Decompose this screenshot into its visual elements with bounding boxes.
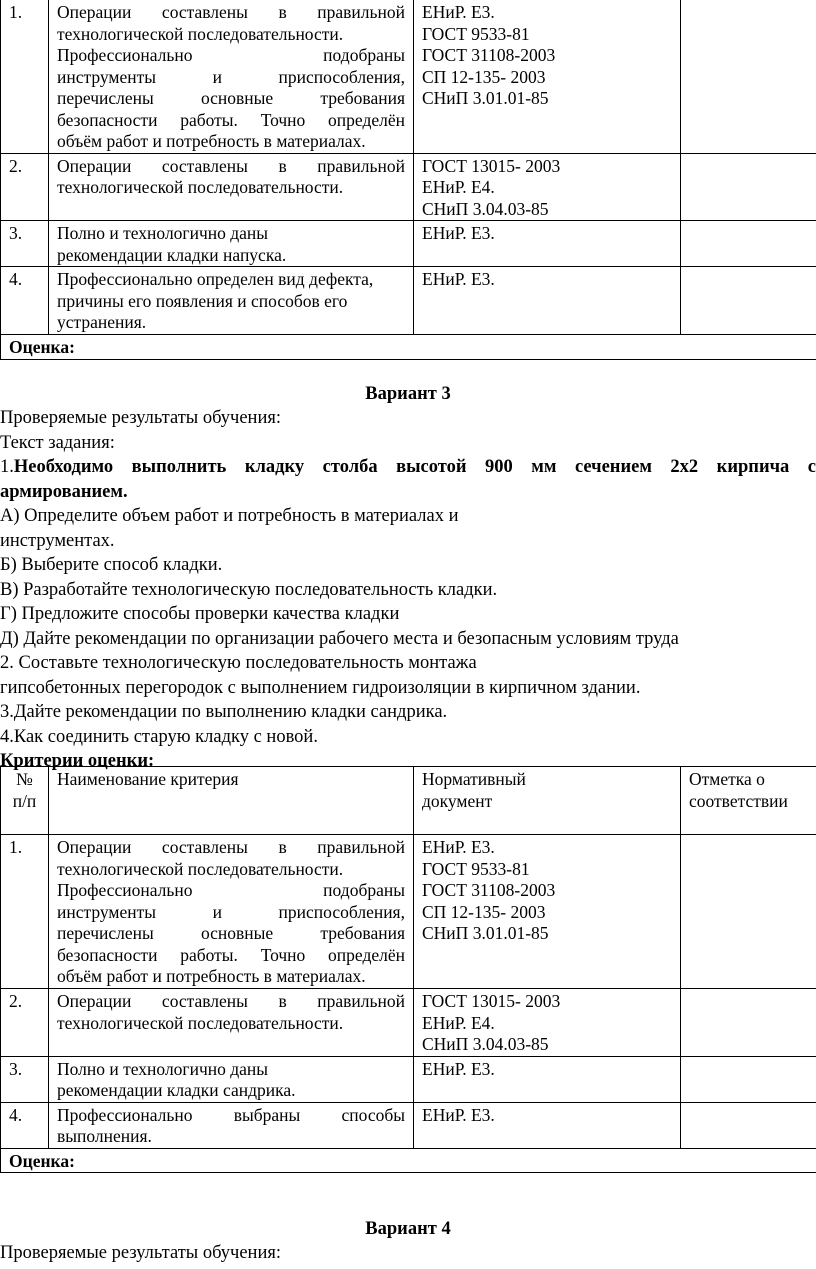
compliance-mark: [681, 835, 816, 989]
header-document: Нормативный документ: [414, 767, 681, 835]
compliance-mark: [681, 0, 816, 153]
task-3: 3.Дайте рекомендации по выполнению кладки сандрика.: [0, 702, 448, 722]
compliance-mark: [681, 153, 816, 221]
table-row: [1, 0, 816, 153]
subtask-g: Г) Предложите способы проверки качества кладки: [0, 604, 400, 624]
header-criterion: Наименование критерия: [49, 767, 414, 835]
table-header-row: [1, 767, 816, 835]
row-number: 4.: [1, 1102, 49, 1148]
task-4: 4.Как соединить старую кладку с новой.: [0, 726, 318, 747]
criterion-text: Полно и технологично даны рекомендации кладки сандрика.: [49, 1056, 414, 1102]
row-number: 1.: [1, 835, 49, 989]
subtask-d: Д) Дайте рекомендации по организации рабочего места и безопасным условиям труда: [0, 628, 679, 649]
normative-document: ЕНиР. Е3.: [414, 1102, 681, 1148]
normative-document: ЕНиР. Е3.: [414, 1056, 681, 1102]
score-row: [1, 1148, 816, 1173]
variant-4-results-label: Проверяемые результаты обучения:: [0, 1243, 282, 1263]
subtask-b: Б) Выберите способ кладки.: [0, 555, 223, 575]
task-1-line-2: армированием.: [0, 481, 128, 502]
table-row: [1, 1102, 816, 1148]
score-row: [1, 335, 816, 360]
compliance-mark: [681, 221, 816, 267]
subtask-a-cont: инструментах.: [0, 530, 115, 551]
compliance-mark: [681, 267, 816, 335]
normative-document: ГОСТ 13015- 2003 ЕНиР. Е4. СНиП 3.04.03-85: [414, 989, 681, 1057]
row-number: 4.: [1, 267, 49, 335]
task-1-line-1: 1.Необходимо выполнить кладку столба высотой 900 мм сечением 2х2 кирпича с: [0, 457, 816, 477]
score-label: Оценка:: [1, 335, 816, 360]
normative-document: ЕНиР. Е3. ГОСТ 9533-81 ГОСТ 31108-2003 СП 12-135- 2003 СНиП 3.01.01-85: [414, 0, 681, 153]
criteria-table-2: [0, 766, 816, 1173]
task-2: 2. Составьте технологическую последовательность монтажа: [0, 653, 477, 673]
subtask-v: В) Разработайте технологическую последовательность кладки.: [0, 579, 498, 600]
normative-document: ЕНиР. Е3.: [414, 221, 681, 267]
table-row: [1, 153, 816, 221]
results-label: Проверяемые результаты обучения:: [0, 408, 282, 428]
criterion-text: Полно и технологично даны рекомендации кладки напуска.: [49, 221, 414, 267]
normative-document: ЕНиР. Е3. ГОСТ 9533-81 ГОСТ 31108-2003 СП 12-135- 2003 СНиП 3.01.01-85: [414, 835, 681, 989]
compliance-mark: [681, 989, 816, 1057]
header-mark: Отметка о соответствии: [681, 767, 816, 835]
variant-3-text: [0, 406, 816, 774]
subtask-a: А) Определите объем работ и потребность в материалах и: [0, 506, 459, 526]
compliance-mark: [681, 1102, 816, 1148]
header-number: № п/п: [1, 767, 49, 835]
criteria-table-1: [0, 0, 816, 360]
variant-4-heading: Вариант 4: [365, 1219, 451, 1239]
row-number: 2.: [1, 989, 49, 1057]
compliance-mark: [681, 1056, 816, 1102]
criterion-text: Операции составлены в правильной технологической последовательности. Профессионально подобраны инструменты и приспособления, перечислены основные требования безопасности работы. Точно определён объём работ и потребность в материалах.: [49, 0, 414, 153]
criterion-text: Профессионально определен вид дефекта, причины его появления и способов его устранения.: [49, 267, 414, 335]
row-number: 1.: [1, 0, 49, 153]
task-2-cont: гипсобетонных перегородок с выполнением гидроизоляции в кирпичном здании.: [0, 677, 641, 698]
table-row: [1, 989, 816, 1057]
normative-document: ГОСТ 13015- 2003 ЕНиР. Е4. СНиП 3.04.03-85: [414, 153, 681, 221]
row-number: 2.: [1, 153, 49, 221]
table-row: [1, 267, 816, 335]
row-number: 3.: [1, 221, 49, 267]
table-row: [1, 835, 816, 989]
criterion-text: Операции составлены в правильной технологической последовательности. Профессионально подобраны инструменты и приспособления, перечислены основные требования безопасности работы. Точно определён объём работ и потребность в материалах.: [49, 835, 414, 989]
criteria-label: Критерии оценки:: [0, 751, 155, 771]
row-number: 3.: [1, 1056, 49, 1102]
criterion-text: Профессионально выбраны способы выполнения.: [49, 1102, 414, 1148]
score-label: Оценка:: [1, 1148, 816, 1173]
criterion-text: Операции составлены в правильной технологической последовательности.: [49, 153, 414, 221]
table-row: [1, 221, 816, 267]
criterion-text: Операции составлены в правильной технологической последовательности.: [49, 989, 414, 1057]
variant-3-heading: Вариант 3: [365, 384, 451, 404]
table-row: [1, 1056, 816, 1102]
task-label: Текст задания:: [0, 432, 115, 453]
normative-document: ЕНиР. Е3.: [414, 267, 681, 335]
